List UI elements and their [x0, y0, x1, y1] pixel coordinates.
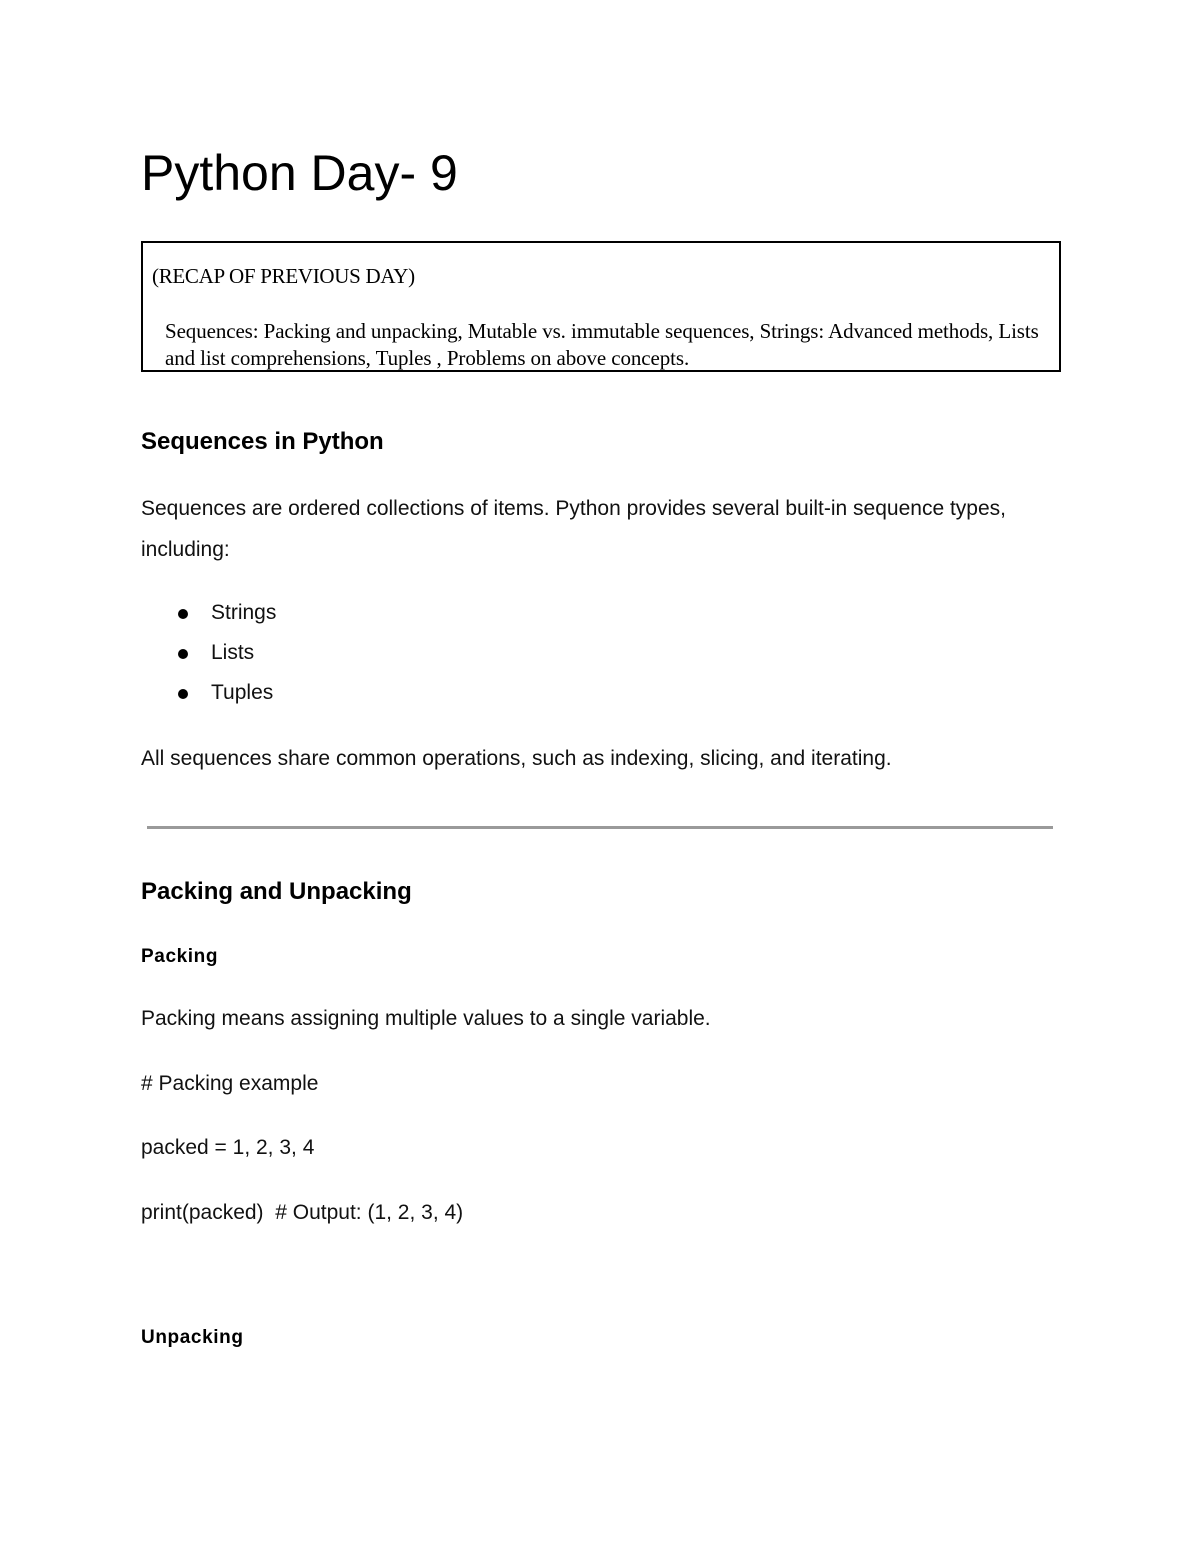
code-line-assignment: packed = 1, 2, 3, 4: [141, 1136, 315, 1159]
recap-body: Sequences: Packing and unpacking, Mutable vs. immutable sequences, Strings: Advanced methods, Lists and list comprehensions, Tuples , Problems on above concepts.: [165, 319, 1039, 370]
sequences-heading: Sequences in Python: [141, 428, 384, 455]
packing-unpacking-heading: Packing and Unpacking: [141, 878, 412, 905]
page-title: Python Day- 9: [141, 145, 458, 201]
sequences-intro: Sequences are ordered collections of items. Python provides several built-in sequence types, including:: [141, 497, 1006, 561]
bullet-icon: [178, 689, 188, 699]
recap-heading: (RECAP OF PREVIOUS DAY): [152, 264, 415, 288]
packing-subheading: Packing: [141, 946, 219, 967]
list-item-text: Tuples: [211, 681, 274, 704]
section-divider: [147, 826, 1053, 829]
bullet-icon: [178, 609, 188, 619]
list-item-text: Lists: [211, 641, 255, 664]
code-comment: # Packing example: [141, 1072, 319, 1095]
bullet-icon: [178, 649, 188, 659]
sequences-outro: All sequences share common operations, such as indexing, slicing, and iterating.: [141, 747, 892, 770]
code-line-print: print(packed) # Output: (1, 2, 3, 4): [141, 1201, 464, 1224]
unpacking-subheading: Unpacking: [141, 1327, 244, 1348]
list-item-text: Strings: [211, 601, 277, 624]
packing-description: Packing means assigning multiple values to a single variable.: [141, 1007, 711, 1030]
recap-box: [141, 241, 1061, 372]
